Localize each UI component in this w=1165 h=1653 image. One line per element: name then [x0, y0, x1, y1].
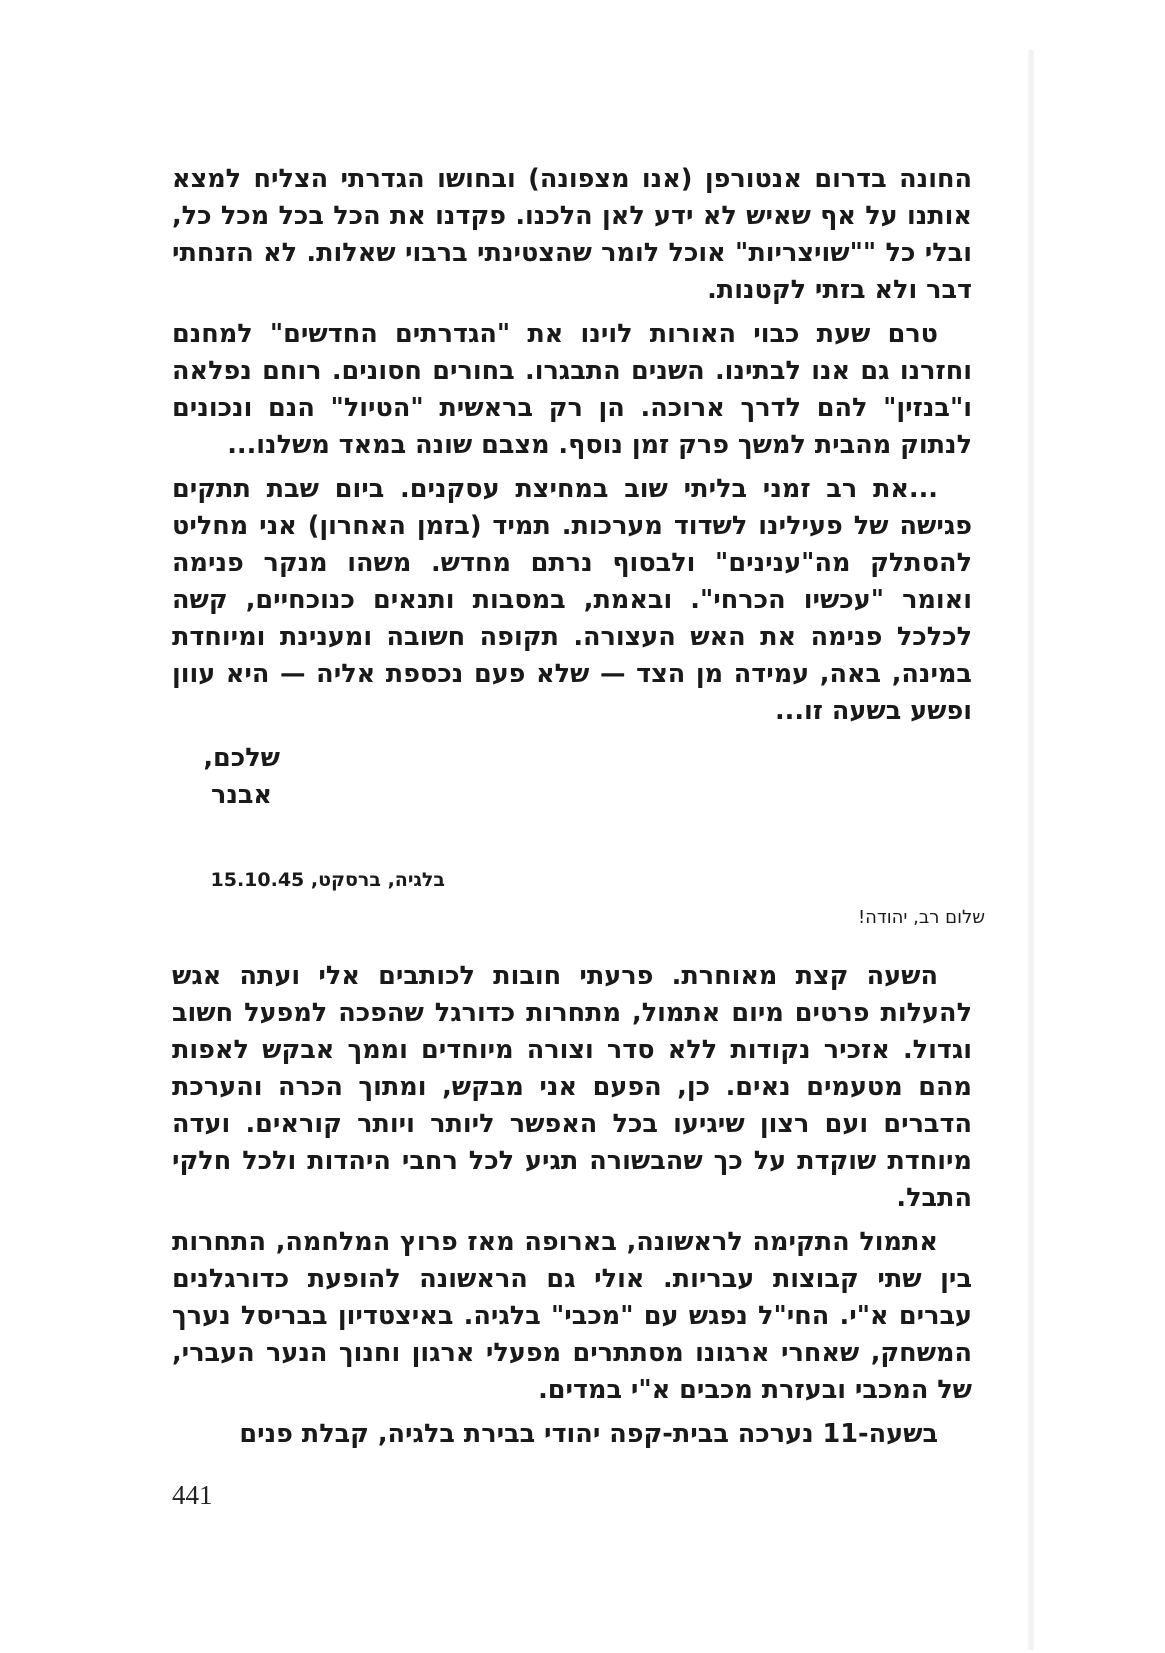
letter-two-dateline: בלגיה, ברסקט, 15.10.45 [210, 869, 445, 891]
letter-two-paragraph-2: אתמול התקימה לראשונה, בארופה מאז פרוץ המלחמה, התחרות בין שתי קבוצות עבריות. אולי גם הראשונה להופעת כדורגלנים עברים א"י. החי"ל נפגש עם "מכבי" בלגיה. באיצטדיון בבריסל נערך המשחק, שאחרי ארגונו מסתתרים מפעלי ארגון וחנוך הנער העברי, של המכבי ובעזרת מכבים א"י במדים. [172, 1227, 972, 1405]
letter-two-paragraph-3: בשעה-11 נערכה בבית-קפה יהודי בבירת בלגיה, קבלת פנים [239, 1419, 938, 1449]
signoff-greeting: שלכם, [203, 743, 280, 773]
letter-one-paragraph-3: ...את רב זמני בליתי שוב במחיצת עסקנים. ביום שבת תתקים פגישה של פעילינו לשדוד מערכות. תמיד (בזמן האחרון) אני מחליט להסתלק מה"ענינים" ולבסוף נרתם מחדש. משהו מנקר פנימה ואומר "עכשיו הכרחי". ובאמת, במסבות ותנאים כנוכחיים, קשה לכלכל פנימה את האש העצורה. תקופה חשובה ומענינת ומיוחדת במינה, באה, עמידה מן הצד — שלא פעם נכספת אליה — היא עוון ופשע בשעה זו... [172, 474, 972, 726]
letter-two-body [172, 958, 972, 1460]
letter-two-salutation: שלום רב, יהודה! [857, 907, 985, 928]
signoff-name: אבנר [210, 780, 272, 810]
letter-two-paragraph-1: השעה קצת מאוחרת. פרעתי חובות לכותבים אלי ועתה אגש להעלות פרטים מיום אתמול, מתחרות כדורגל שהפכה למפעל חשוב וגדול. אזכיר נקודות ללא סדר וצורה מיוחדים וממך אבקש לאפות מהם מטעמים נאים. כן, הפעם אני מבקש, ומתוך הכרה והערכת הדברים ועם רצון שיגיעו בכל האפשר ליותר ויותר קוראים. ועדה מיוחדת שוקדת על כך שהבשורה תגיע לכל רחבי היהדות ולכל חלקי התבל. [172, 961, 972, 1213]
letter-one-paragraph-2: טרם שעת כבוי האורות לוינו את "הגדרתים החדשים" למחנם וחזרנו גם אנו לבתינו. השנים התבגרו. בחורים חסונים. רוחם נפלאה ו"בנזין" להם לדרך ארוכה. הן רק בראשית "הטיול" הנם ונכונים לנתוק מהבית למשך פרק זמן נוסף. מצבם שונה במאד משלנו... [172, 319, 972, 460]
scan-edge-shadow [1028, 50, 1034, 1650]
page-number: 441 [172, 1480, 213, 1510]
letter-one-body [172, 161, 972, 737]
letter-one-paragraph-1: החונה בדרום אנטורפן (אנו מצפונה) ובחושו הגדרתי הצליח למצא אותנו על אף שאיש לא ידע לאן הלכנו. פקדנו את הכל בכל מכל כל, ובלי כל ""שויצריות" אוכל לומר שהצטינתי ברבוי שאלות. לא הזנחתי דבר ולא בזתי לקטנות. [172, 164, 972, 305]
